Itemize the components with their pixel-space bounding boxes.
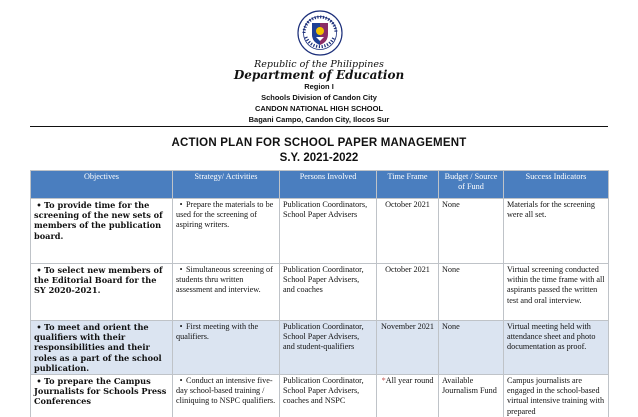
seal-graphic: [297, 10, 343, 56]
action-plan-table: [30, 170, 609, 417]
objective-cell: • To prepare the Campus Journalists for Schools Press Conferences: [31, 375, 173, 417]
time-frame-cell: *All year round: [377, 375, 439, 417]
table-row: [31, 321, 609, 375]
indicator-cell: Campus journalists are engaged in the school-based virtual intensive training with prepared: [504, 375, 609, 417]
column-header: Budget / Source of Fund: [439, 171, 504, 199]
bullet-icon: •: [179, 376, 183, 386]
bullet-icon: •: [36, 200, 42, 210]
column-header: Objectives: [31, 171, 173, 199]
indicator-cell: Materials for the screening were all set.: [504, 199, 609, 264]
page-title: ACTION PLAN FOR SCHOOL PAPER MANAGEMENT: [171, 137, 467, 149]
objective-cell: • To meet and orient the qualifiers with their responsibilities and their roles as a part of the school publication.: [31, 321, 173, 375]
indicator-cell: Virtual meeting held with attendance sheet and photo documentation as proof.: [504, 321, 609, 375]
bullet-icon: •: [36, 322, 42, 332]
republic-line: Republic of the Philippines: [254, 59, 384, 70]
table-row: [31, 264, 609, 321]
strategy-cell: • First meeting with the qualifiers.: [173, 321, 280, 375]
time-frame-cell: November 2021: [377, 321, 439, 375]
indicator-cell: Virtual screening conducted within the time frame with all aspirants passed the written test and oral interview.: [504, 264, 609, 321]
persons-cell: Publication Coordinator, School Paper Advisers, coaches and NSPC: [280, 375, 377, 417]
objective-cell: • To provide time for the screening of the new sets of members of the publication board.: [31, 199, 173, 264]
budget-cell: None: [439, 264, 504, 321]
budget-cell: None: [439, 199, 504, 264]
bullet-icon: •: [36, 376, 42, 387]
time-frame-cell: October 2021: [377, 264, 439, 321]
strategy-cell: • Simultaneous screening of students thru written assessment and interview.: [173, 264, 280, 321]
header-divider: [30, 126, 608, 127]
asterisk-mark: *: [381, 376, 386, 386]
persons-cell: Publication Coordinators, School Paper Advisers: [280, 199, 377, 264]
bullet-icon: •: [179, 265, 183, 274]
bullet-icon: •: [179, 200, 183, 209]
persons-cell: Publication Coordinator, School Paper Advisers, and student-qualifiers: [280, 321, 377, 375]
division-line: Schools Division of Candon City: [261, 93, 377, 102]
deped-seal-icon: [297, 10, 343, 56]
table-row: [31, 375, 609, 417]
persons-cell: Publication Coordinator, School Paper Advisers, and coaches: [280, 264, 377, 321]
table-header-row: [31, 171, 609, 199]
table-row: [31, 199, 609, 264]
objective-cell: • To select new members of the Editorial Board for the SY 2020-2021.: [31, 264, 173, 321]
address-line: Bagani Campo, Candon City, Ilocos Sur: [248, 115, 390, 124]
column-header: Strategy/ Activities: [173, 171, 280, 199]
time-frame-cell: October 2021: [377, 199, 439, 264]
column-header: Time Frame: [377, 171, 439, 199]
strategy-cell: • Prepare the materials to be used for the screening of aspiring writers.: [173, 199, 280, 264]
bullet-icon: •: [179, 322, 183, 331]
school-line: CANDON NATIONAL HIGH SCHOOL: [254, 104, 384, 113]
budget-cell: None: [439, 321, 504, 375]
column-header: Persons Involved: [280, 171, 377, 199]
bullet-icon: •: [36, 265, 42, 275]
column-header: Success Indicators: [504, 171, 609, 199]
budget-cell: Available Journalism Fund: [439, 375, 504, 417]
region-line: Region I: [304, 82, 334, 91]
department-line: Department of Education: [233, 68, 405, 82]
school-year: S.Y. 2021-2022: [279, 152, 359, 164]
strategy-cell: • Conduct an intensive five-day school-based training / cliniquing to NSPC qualifiers.: [173, 375, 280, 417]
